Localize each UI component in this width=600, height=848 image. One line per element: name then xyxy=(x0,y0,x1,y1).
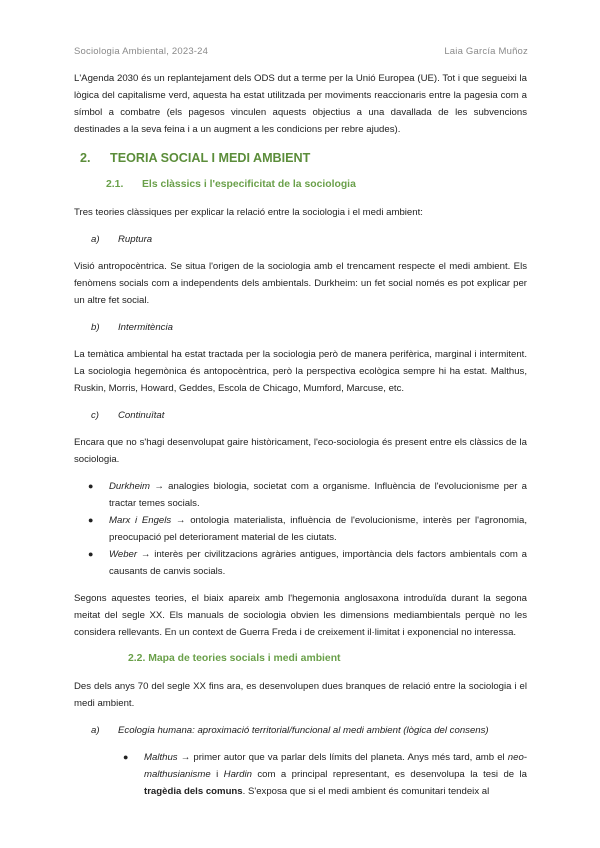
subsection-2-2-a-label: a) xyxy=(91,725,100,736)
section-2-number: 2. xyxy=(80,151,91,165)
list-item xyxy=(74,512,527,546)
subsection-c-label: c) xyxy=(91,410,99,421)
list-item xyxy=(74,478,527,512)
bullet-text: . S'exposa que si el medi ambient és comunitari tendeix al xyxy=(242,786,490,797)
intro-paragraph: L'Agenda 2030 és un replantejament dels ODS dut a terme per la Unió Europea (UE). Tot i que segueixi la lògica del capitalisme verd, aquesta ha estat utilitzada per moviments reaccionaris entre la pagesia com a símbol a combatre (els pagesos vinculen aquests objectius a una davallada de les subvencions destinades a la seva feina i a un augment a les condicions per rebre ajudes). xyxy=(74,73,527,135)
arrow-icon: → xyxy=(175,515,186,526)
arrow-icon: → xyxy=(154,481,164,492)
subsection-c-heading xyxy=(74,407,527,424)
bullet-text: analogies biologia, societat com a organisme. Influència de l'evolucionisme per a tractar temes socials. xyxy=(109,481,528,509)
bullet-key-term: tragèdia dels comuns xyxy=(144,786,243,797)
subsection-a-text: Visió antropocèntrica. Se situa l'origen de la sociologia amb el trencament respecte el medi ambient. Els fenòmens socials com a independents dels ambientals. Durkheim: un fet social només es pot explicar per un altre fet social. xyxy=(74,261,527,306)
arrow-icon: → xyxy=(140,549,151,560)
bullet-term: neo-malthusianisme xyxy=(144,752,527,780)
bullet-text: interès per civilitzacions agràries antigues, importància dels factors ambientals com a causants de canvis socials. xyxy=(109,549,528,577)
bullet-icon: ● xyxy=(123,752,129,762)
subsection-a-heading xyxy=(74,231,527,248)
bullet-author: Hardin xyxy=(223,769,252,780)
section-2-2-heading: 2.2. Mapa de teories socials i medi ambient xyxy=(128,653,341,664)
page-header xyxy=(74,46,528,60)
subsection-2-2-a-title: Ecologia humana: aproximació territorial/funcional al medi ambient (lògica del consens) xyxy=(118,725,489,736)
section-2-heading xyxy=(74,149,527,167)
section-2-1-lead: Tres teories clàssiques per explicar la relació entre la sociologia i el medi ambient: xyxy=(74,207,423,218)
section-2-1-number: 2.1. xyxy=(106,179,124,190)
classics-bullet-list xyxy=(74,478,527,580)
section-2-title: TEORIA SOCIAL I MEDI AMBIENT xyxy=(110,151,311,165)
header-course: Sociologia Ambiental, 2023-24 xyxy=(74,46,209,57)
bullet-text: com a principal representant, es desenvolupa la tesi de la xyxy=(257,769,528,780)
bullet-text: primer autor que va parlar dels límits del planeta. Anys més tard, amb el xyxy=(193,752,505,763)
header-author: Laia García Muñoz xyxy=(444,46,528,57)
subsection-b-heading xyxy=(74,319,527,336)
subsection-2-2-a-heading xyxy=(74,722,527,739)
subsection-b-text: La temàtica ambiental ha estat tractada per la sociologia però de manera perifèrica, marginal i intermitent. La sociologia hegemònica és antopocèntrica, però la perspectiva ecològica sempre hi ha estat. Malthus, Ruskin, Morris, Howard, Geddes, Escola de Chicago, Mumford, Marcuse, etc. xyxy=(74,349,527,394)
subsection-c-text: Encara que no s'hagi desenvolupat gaire històricament, l'eco-sociologia és present entre els clàssics de la sociologia. xyxy=(74,437,527,465)
page-content xyxy=(74,70,527,800)
bullet-author: Marx i Engels xyxy=(109,515,172,526)
subsection-c-title: Continuïtat xyxy=(118,410,165,421)
bullet-text: i xyxy=(216,769,219,780)
bullet-text: ontologia materialista, influència de l'evolucionisme, interès per l'agronomia, preocupació pel deteriorament material de les ciutats. xyxy=(109,515,527,543)
subsection-a-label: a) xyxy=(91,234,100,245)
section-2-1-closing: Segons aquestes teories, el biaix apareix amb l'hegemonia anglosaxona introduïda durant la segona meitat del segle XX. Els manuals de sociologia obvien les dimensions mediambientals perquè no les considera rellevants. En un context de Guerra Freda i de creixement il·limitat i exponencial no interessa. xyxy=(74,593,527,638)
subsection-b-label: b) xyxy=(91,322,100,333)
bullet-author: Malthus xyxy=(144,752,178,763)
human-ecology-bullet-list xyxy=(74,749,527,800)
list-item xyxy=(74,546,527,580)
bullet-icon: ● xyxy=(88,549,94,559)
bullet-author: Weber xyxy=(109,549,138,560)
arrow-icon: → xyxy=(180,752,191,763)
bullet-author: Durkheim xyxy=(109,481,151,492)
section-2-1-title: Els clàssics i l'especificitat de la sociologia xyxy=(142,179,356,190)
subsection-b-title: Intermitència xyxy=(118,322,173,333)
list-item xyxy=(74,749,527,800)
section-2-1-heading xyxy=(74,176,527,194)
section-2-2-lead: Des dels anys 70 del segle XX fins ara, es desenvolupen dues branques de relació entre la sociologia i el medi ambient. xyxy=(74,681,527,709)
bullet-icon: ● xyxy=(88,481,94,491)
subsection-a-title: Ruptura xyxy=(118,234,153,245)
bullet-icon: ● xyxy=(88,515,94,525)
